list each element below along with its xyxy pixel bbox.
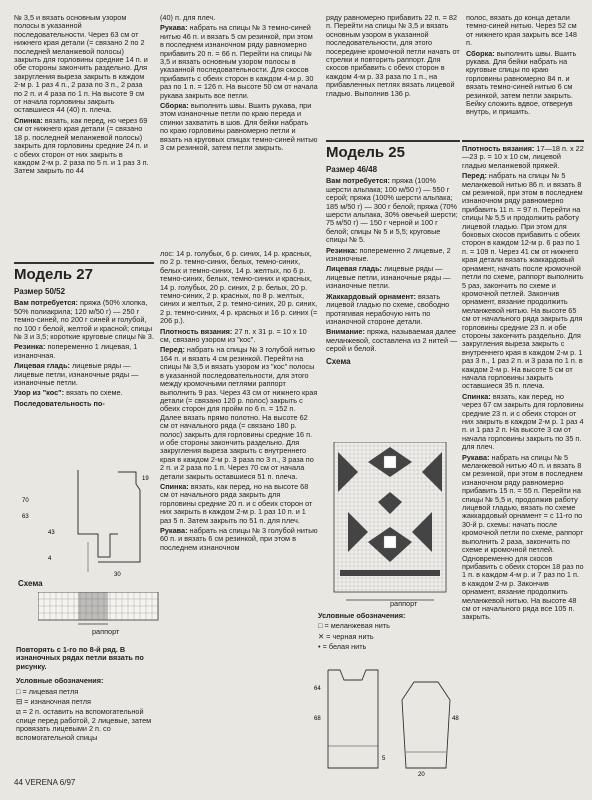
rapport-label: раппорт <box>92 627 120 636</box>
cross-icon: ✕ <box>318 631 325 641</box>
legend-title: Условные обозначения: <box>16 676 104 686</box>
model-27-pattern-diagram <box>18 462 158 582</box>
schema-title: Схема <box>18 579 43 588</box>
dash-square-icon: ⊟ <box>16 697 23 707</box>
dim-label: 63 <box>22 514 29 520</box>
model-25-size: Размер 46/48 <box>326 165 378 174</box>
dim-label: 48 <box>452 716 459 722</box>
melange-square-icon: □ <box>318 621 323 631</box>
model-25-piece-diagrams <box>312 660 462 778</box>
column-4-top <box>466 14 582 119</box>
rapport-label: раппорт <box>390 599 418 608</box>
dim-label: 68 <box>314 716 321 722</box>
col2-rukava: Рукава: набрать на спицы № 3 темно-синей нитью 46 п. и вязать 5 см резинкой, при этом в последнем изнаночном ряду равномерно прибавить 20 п. = 66 п. Перейти на спицы № 3,5 и вязать основным узором полосы в указанной последовательности. Для скосов прибавить с обеих сторон в каждом 4-м р. 30 раз по 1 п. = 126 п. На высоте 50 см от начала рукава закрыть все петли. <box>160 23 318 100</box>
dim-label: 5 <box>382 756 386 762</box>
model-27-section: Модель 27 Размер 50/52 Вам потребуется: пряжа (50% хлопка, 50% полиакрила; 120 м/50 г) — 250 г темно-синей, по 200 г синей и голубой, по 100 г белой, желтой и красной; спицы № 3 и 3,5; короткие круговые спицы № 3. Резинка: попеременно 1 лицевая, 1 изнаночная. Лицевая гладь: лицевые ряды — лицевые петли, изнаночные ряды — изнаночные петли. Узор из "кос": вязать по схеме. Последовательность по- <box>14 262 154 410</box>
model-27-col2: лос: 14 р. голубых, 6 р. синих, 14 р. красных, по 2 р. темно-синих, белых, темно-синих, белых и темно-синих, 14 р. желтых, по 6 р. темно-синих, белых, темно-синих и красных, 14 р. голубых, 20 р. синих, 2 р. белых, 20 р. темно-синих, 2 р. красных, по 8 р. желтых, синих и желтых, 2 р. темно-синих, 20 р. синих, 2 р. темно-синих, 4 р. красных и 16 р. синих (= 206 р.). Плотность вязания: 27 п. х 31 р. = 10 х 10 см, связано узором из "кос". Перед: набрать на спицы № 3 голубой нитью 164 п. и вязать 4 см резинкой. Перейти на спицы № 3,5 и вязать узором из "кос" полосы в указанной последовательности, для этого между кромочными петлями раппорт выполнить 9 раз. Через 43 см от нижнего края детали (= связано 120 р. полос) закрыть с обеих сторон для пройм по 6 п. = 152 п. Далее вязать прямо полотно. На высоте 62 см от начального ряда (= связано 180 р. полос) закрыть для горловины средние 16 п. и обе стороны закончить раздельно. Для закругления выреза закрыть с внутреннего края в каждом 2-м р. 3 раза по 3 п., 3 раза по 2 п. и 2 раза по 1 п. Через 70 см от начала детали закрыть оставшиеся 51 п. плеча. Спинка: вязать, как перед, но на высоте 68 см от начального ряда закрыть для горловины средние 20 п. и с обеих сторон от них закрыть в каждом 2-м р. 1 раз 10 п. и 1 раз 5 п. Затем закрыть по 51 п. для плеч. Рукава: набрать на спицы № 3 голубой нитью 60 п. и вязать 6 см резинкой, при этом в последнем изнаночном <box>160 249 318 552</box>
column-2 <box>160 14 318 155</box>
legend-title: Условные обозначения: <box>318 611 406 620</box>
col1-spinka: Спинка: вязать, как перед, но через 69 см от нижнего края детали (= связано 18 р. последней меланжевой полосы) закрыть для горловины средние 24 п. и с обеих сторон от них закрыть в каждом 2-м р. 2 раза по 5 п. и 1 раз 3 п. Затем закрыть по 44 <box>14 115 149 176</box>
divider <box>462 140 584 142</box>
dim-label: 64 <box>314 686 321 692</box>
dot-icon: • <box>318 642 321 652</box>
divider <box>326 140 460 142</box>
repeat-note: Повторять с 1-го по 8-й ряд. В изнаночных рядах петли вязать по рисунку. <box>16 645 144 671</box>
model-27-notes: Повторять с 1-го по 8-й ряд. В изнаночных рядах петли вязать по рисунку. Условные обозначения: □ = лицевая петля ⊟ = изнаночная петля ⧄ = 2 п. оставить на вспомогательной спице перед работой, 2 лицевые, затем провязать лицевыми 2 п. со вспомогательной спицы <box>16 646 154 744</box>
model-25-title: Модель 25 <box>326 144 405 161</box>
model-27-chart-grid <box>38 592 168 632</box>
model-25-jacquard-chart <box>328 442 454 607</box>
col4-top-text: полос, вязать до конца детали темно-синей нитью. Через 52 см от нижнего края закрыть все 148 п. <box>466 13 577 48</box>
dim-label: 4 <box>48 556 52 562</box>
column-3-top <box>326 14 460 100</box>
model-25-col4: Плотность вязания: 17—18 п. х 22—23 р. = 10 х 10 см, лицевой гладью меланжевой пряжей. Перед: набрать на спицы № 5 меланжевой нитью 86 п. и вязать 8 см резинкой, при этом в последнем изнаночном ряду равномерно прибавить 11 п. = 97 п. Перейти на спицы № 5,5 и продолжить работу лицевой гладью. При этом для боковых скосов прибавить с обеих сторон в каждом 12-м р. 6 раз по 1 п. = 109 п. Через 41 см от нижнего края детали вязать жаккардовый орнамент, начать после кромочной петли по схеме, раппорт выполнить 5 раз, закончить по схеме и кромочной петлей. Закончив орнамент, вязание продолжить меланжевой нитью. На высоте 65 см от начального ряда закрыть для горловины средние 23 п. и обе стороны закончить раздельно. Для закругления выреза закрыть с внутреннего края в каждом 2-м р. 1 раз 3 п., 1 раз 2 п. и 3 раза по 1 п. в каждом 2-м р. На высоте 5 см от начала горловины закрыть оставшиеся 35 п. плеча. Спинка: вязать, как перед, но через 67 см закрыть для горловины средние 23 п. и с обеих сторон от них закрыть в каждом 2-м р. 1 раз 4 п. и 1 раз 2 п. На высоте 3 см от начала горловины закрыть по 35 п. для плеч. Рукава: набрать на спицы № 5 меланжевой нитью 40 п. и вязать 8 см резинкой, при этом в последнем изнаночном ряду равномерно прибавить 15 п. = 55 п. Перейти на спицы № 5,5 и, продолжив работу лицевой гладью, вязать по схеме жаккардовый орнамент = с 11-го по 30-й р. схемы: начать после кромочной петли по схеме, раппорт выполнить 2 раза, закончить по схеме и кромочной петлей. Одновременно для скосов прибавить с обеих сторон 18 раз по 1 п. в каждом 4-м р. и 7 раз по 1 п. в каждом 2-м р. Закончив орнамент, вязание продолжить меланжевой нитью. На высоте 48 см от начального ряда все 105 п. закрыть. <box>462 140 584 624</box>
page-footer: 44 VERENA 6/97 <box>14 778 76 787</box>
dim-label: 70 <box>22 498 29 504</box>
col3-top-text: ряду равномерно прибавить 22 п. = 82 п. Перейти на спицы № 3,5 и вязать основным узором в указанной последовательности, для этого посередине кромочной петли начать от стрелки и повторить раппорт. Для скосов прибавить с обеих сторон в каждом 4-м р. 33 раза по 1 п., на прибавленных петлях вязать лицевой гладью. Выполнив 136 р. <box>326 13 460 98</box>
model-27-schema <box>18 580 158 588</box>
divider <box>14 262 154 264</box>
col1-top-text: № 3,5 и вязать основным узором полосы в указанной последовательности. Через 63 см от нижнего края детали (= связано 2 по 2 последней меланжевой полосы) закрыть для горловины средние 14 п. и обе стороны закончить раздельно. Для закругления выреза закрыть в каждом 2-м р. 1 раз 4 п., 2 раза по 3 п., 2 раза по 2 п. и 4 раза по 1 п. На высоте 9 см от начала горловины закрыть оставшиеся 44 (40) п. плеча. <box>14 13 148 115</box>
column-1 <box>14 14 150 178</box>
blank-square-icon: □ <box>16 686 21 696</box>
model-27-title: Модель 27 <box>14 266 93 283</box>
cable-icon: ⧄ <box>16 707 21 717</box>
col4-sborka: Сборка: выполнить швы. Вшить рукава. Для бейки набрать на круговые спицы по краю горловины равномерно 84 п. и вязать темно-синей нитью 6 см резинкой, затем петли закрыть. Бейку сложить вдвое, отвернув внутрь, и пришить. <box>466 48 577 117</box>
col2-sborka: Сборка: выполнить швы. Вшить рукава, при этом изнаночные петли по краю переда и спинки захватить в шов. Для бейки набрать по краю горловины равномерно петли и вязать на круговых спицах темно-синей нитью 3 см резинкой, затем петли закрыть. <box>160 101 318 153</box>
model-25-section: Модель 25 Размер 46/48 Вам потребуется: пряжа (100% шерсти альпака; 100 м/50 г) — 550 г серой; пряжа (100% шерсти альпака; 185 м/50 г) — 300 г белой; пряжа (70% шерсти альпака, 30% овечьей шерсти; 75 м/50 г) — 150 г черной и 100 г белой; спицы № 5 и 5,5; круговые спицы № 5. Резинка: попеременно 2 лицевые, 2 изнаночные. Лицевая гладь: лицевые ряды — лицевые петли, изнаночные ряды — изнаночные петли. Жаккардовый орнамент: вязать лицевой гладью по схеме, свободно протягивая нерабочую нить по изнаночной стороне детали. Внимание: пряжа, называемая далее меланжевой, составлена из 2 нитей — серой и белой. Схема <box>326 140 460 366</box>
model-25-legend: Условные обозначения: □ = меланжевая нить ✕ = черная нить • = белая нить <box>318 612 458 654</box>
dim-label: 30 <box>114 572 121 578</box>
dim-label: 20 <box>418 772 425 778</box>
schema-title: Схема <box>326 356 351 366</box>
dim-label: 43 <box>48 530 55 536</box>
col2-top-text: (40) п. для плеч. <box>160 13 216 22</box>
model-27-size: Размер 50/52 <box>14 287 66 296</box>
dim-label: 19 <box>142 476 149 482</box>
